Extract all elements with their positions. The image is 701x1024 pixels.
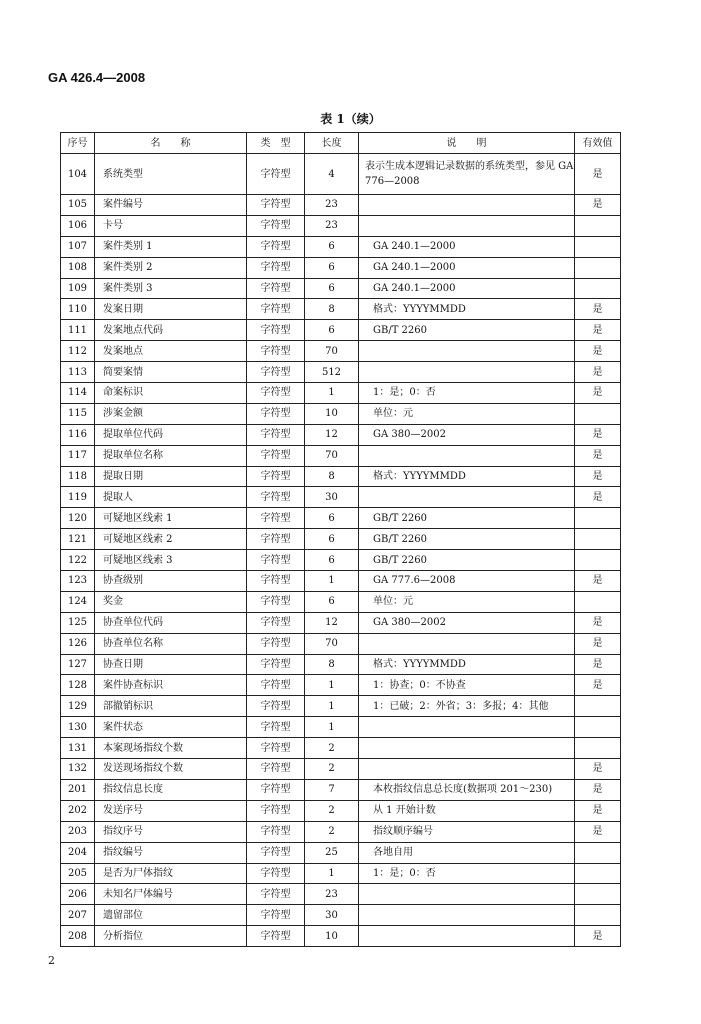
- row-valid: 是: [575, 383, 621, 404]
- row-type: 字符型: [247, 633, 305, 654]
- row-name: 发案地点代码: [95, 320, 247, 341]
- table-row: [61, 654, 621, 675]
- col-header-index: 序号: [61, 133, 95, 154]
- table-row: [61, 362, 621, 383]
- row-type: 字符型: [247, 571, 305, 592]
- row-name: 命案标识: [95, 383, 247, 404]
- row-name: 简要案情: [95, 362, 247, 383]
- row-description: 指纹顺序编号: [359, 821, 575, 842]
- row-valid: 是: [575, 779, 621, 800]
- row-length: 4: [305, 154, 359, 195]
- row-valid: 是: [575, 675, 621, 696]
- row-type: 字符型: [247, 717, 305, 738]
- row-type: 字符型: [247, 654, 305, 675]
- row-description: 单位：元: [359, 403, 575, 424]
- row-index: 121: [61, 529, 95, 550]
- row-description: [359, 738, 575, 759]
- row-type: 字符型: [247, 341, 305, 362]
- table-row: [61, 612, 621, 633]
- row-index: 118: [61, 466, 95, 487]
- table-row: [61, 320, 621, 341]
- row-description: GA 240.1—2000: [359, 257, 575, 278]
- row-length: 1: [305, 571, 359, 592]
- row-name: 发案日期: [95, 299, 247, 320]
- row-description: 1：协查；0：不协查: [359, 675, 575, 696]
- row-description: 格式：YYYYMMDD: [359, 466, 575, 487]
- row-valid: 是: [575, 320, 621, 341]
- col-header-valid: 有效值: [575, 133, 621, 154]
- row-valid: 是: [575, 654, 621, 675]
- row-length: 6: [305, 508, 359, 529]
- table-row: [61, 299, 621, 320]
- row-type: 字符型: [247, 215, 305, 236]
- row-description: [359, 905, 575, 926]
- row-length: 10: [305, 926, 359, 947]
- row-length: 70: [305, 633, 359, 654]
- row-length: 12: [305, 424, 359, 445]
- row-index: 130: [61, 717, 95, 738]
- row-type: 字符型: [247, 612, 305, 633]
- row-valid: 是: [575, 571, 621, 592]
- row-length: 6: [305, 591, 359, 612]
- table-row: [61, 591, 621, 612]
- row-index: 203: [61, 821, 95, 842]
- table-row: [61, 257, 621, 278]
- row-description: [359, 884, 575, 905]
- row-index: 125: [61, 612, 95, 633]
- table-row: [61, 550, 621, 571]
- table-row: [61, 675, 621, 696]
- row-length: 1: [305, 383, 359, 404]
- row-description: [359, 633, 575, 654]
- standard-code: GA 426.4—2008: [48, 70, 146, 85]
- row-index: 122: [61, 550, 95, 571]
- row-type: 字符型: [247, 487, 305, 508]
- page-number: 2: [48, 954, 55, 967]
- row-name: 案件类别 2: [95, 257, 247, 278]
- row-name: 案件类别 3: [95, 278, 247, 299]
- table-row: [61, 383, 621, 404]
- row-description: [359, 717, 575, 738]
- table-row: [61, 403, 621, 424]
- row-index: 117: [61, 445, 95, 466]
- row-index: 132: [61, 759, 95, 780]
- row-index: 108: [61, 257, 95, 278]
- row-length: 2: [305, 800, 359, 821]
- row-name: 卡号: [95, 215, 247, 236]
- row-valid: 是: [575, 299, 621, 320]
- row-index: 106: [61, 215, 95, 236]
- col-header-length: 长度: [305, 133, 359, 154]
- row-name: 指纹序号: [95, 821, 247, 842]
- row-length: 70: [305, 341, 359, 362]
- row-description: [359, 195, 575, 216]
- row-type: 字符型: [247, 591, 305, 612]
- row-index: 208: [61, 926, 95, 947]
- row-description: 1：是；0：否: [359, 863, 575, 884]
- row-name: 协查单位名称: [95, 633, 247, 654]
- row-description: GB/T 2260: [359, 550, 575, 571]
- row-description: GA 240.1—2000: [359, 278, 575, 299]
- row-index: 205: [61, 863, 95, 884]
- row-name: 遗留部位: [95, 905, 247, 926]
- row-name: 提取人: [95, 487, 247, 508]
- table-row: [61, 800, 621, 821]
- row-index: 201: [61, 779, 95, 800]
- row-description: GA 240.1—2000: [359, 236, 575, 257]
- row-index: 110: [61, 299, 95, 320]
- row-length: 10: [305, 403, 359, 424]
- row-valid: [575, 696, 621, 717]
- row-valid: [575, 905, 621, 926]
- row-valid: [575, 863, 621, 884]
- row-length: 23: [305, 215, 359, 236]
- row-length: 1: [305, 717, 359, 738]
- table-row: [61, 863, 621, 884]
- table-row: [61, 905, 621, 926]
- row-description: GB/T 2260: [359, 320, 575, 341]
- table-row: [61, 926, 621, 947]
- row-description: [359, 215, 575, 236]
- row-length: 7: [305, 779, 359, 800]
- row-valid: [575, 842, 621, 863]
- row-valid: 是: [575, 341, 621, 362]
- row-type: 字符型: [247, 383, 305, 404]
- row-name: 未知名尸体编号: [95, 884, 247, 905]
- row-type: 字符型: [247, 759, 305, 780]
- field-definition-table: [60, 132, 621, 947]
- row-description: 本枚指纹信息总长度(数据项 201～230): [359, 779, 575, 800]
- row-index: 123: [61, 571, 95, 592]
- row-type: 字符型: [247, 257, 305, 278]
- row-name: 部撤销标识: [95, 696, 247, 717]
- row-name: 协查日期: [95, 654, 247, 675]
- row-description: [359, 487, 575, 508]
- row-name: 案件类别 1: [95, 236, 247, 257]
- row-name: 发案地点: [95, 341, 247, 362]
- row-length: 512: [305, 362, 359, 383]
- row-type: 字符型: [247, 779, 305, 800]
- row-type: 字符型: [247, 236, 305, 257]
- row-valid: [575, 550, 621, 571]
- row-description: 格式：YYYYMMDD: [359, 654, 575, 675]
- row-valid: 是: [575, 466, 621, 487]
- row-type: 字符型: [247, 842, 305, 863]
- row-description: 各地自用: [359, 842, 575, 863]
- table-header-row: [61, 133, 621, 154]
- row-type: 字符型: [247, 320, 305, 341]
- row-valid: [575, 717, 621, 738]
- row-description: GB/T 2260: [359, 529, 575, 550]
- row-valid: 是: [575, 821, 621, 842]
- row-length: 25: [305, 842, 359, 863]
- row-name: 案件协查标识: [95, 675, 247, 696]
- row-name: 案件编号: [95, 195, 247, 216]
- row-index: 111: [61, 320, 95, 341]
- row-type: 字符型: [247, 529, 305, 550]
- row-name: 发送现场指纹个数: [95, 759, 247, 780]
- table-row: [61, 154, 621, 195]
- row-valid: [575, 591, 621, 612]
- row-name: 系统类型: [95, 154, 247, 195]
- row-name: 指纹编号: [95, 842, 247, 863]
- row-name: 可疑地区线索 3: [95, 550, 247, 571]
- row-name: 涉案金额: [95, 403, 247, 424]
- row-type: 字符型: [247, 299, 305, 320]
- table-row: [61, 278, 621, 299]
- table-row: [61, 842, 621, 863]
- row-name: 协查单位代码: [95, 612, 247, 633]
- row-valid: 是: [575, 633, 621, 654]
- row-valid: 是: [575, 612, 621, 633]
- table-row: [61, 487, 621, 508]
- table-row: [61, 466, 621, 487]
- row-description: 1：是；0：否: [359, 383, 575, 404]
- row-index: 112: [61, 341, 95, 362]
- row-index: 127: [61, 654, 95, 675]
- table-row: [61, 696, 621, 717]
- row-index: 109: [61, 278, 95, 299]
- row-name: 可疑地区线索 2: [95, 529, 247, 550]
- row-length: 23: [305, 884, 359, 905]
- row-description: GA 380—2002: [359, 424, 575, 445]
- row-type: 字符型: [247, 362, 305, 383]
- row-index: 128: [61, 675, 95, 696]
- row-length: 6: [305, 550, 359, 571]
- row-length: 6: [305, 257, 359, 278]
- row-description: 从 1 开始计数: [359, 800, 575, 821]
- row-description: GA 777.6—2008: [359, 571, 575, 592]
- row-valid: 是: [575, 424, 621, 445]
- row-description: 1：已破；2：外省；3：多报；4：其他: [359, 696, 575, 717]
- row-valid: [575, 884, 621, 905]
- col-header-description: 说 明: [359, 133, 575, 154]
- row-length: 6: [305, 236, 359, 257]
- row-name: 指纹信息长度: [95, 779, 247, 800]
- row-index: 119: [61, 487, 95, 508]
- row-length: 8: [305, 466, 359, 487]
- row-length: 6: [305, 529, 359, 550]
- row-length: 70: [305, 445, 359, 466]
- row-index: 107: [61, 236, 95, 257]
- row-index: 207: [61, 905, 95, 926]
- row-valid: 是: [575, 445, 621, 466]
- row-name: 协查级别: [95, 571, 247, 592]
- table-row: [61, 633, 621, 654]
- row-type: 字符型: [247, 403, 305, 424]
- row-name: 发送序号: [95, 800, 247, 821]
- row-description: 单位：元: [359, 591, 575, 612]
- row-name: 本案现场指纹个数: [95, 738, 247, 759]
- row-name: 提取单位代码: [95, 424, 247, 445]
- row-valid: [575, 738, 621, 759]
- row-valid: [575, 508, 621, 529]
- row-description: 格式：YYYYMMDD: [359, 299, 575, 320]
- row-valid: [575, 278, 621, 299]
- row-type: 字符型: [247, 424, 305, 445]
- row-length: 30: [305, 487, 359, 508]
- row-index: 113: [61, 362, 95, 383]
- row-name: 是否为尸体指纹: [95, 863, 247, 884]
- row-description: [359, 926, 575, 947]
- row-index: 105: [61, 195, 95, 216]
- table-row: [61, 445, 621, 466]
- row-length: 2: [305, 759, 359, 780]
- row-length: 6: [305, 320, 359, 341]
- row-length: 23: [305, 195, 359, 216]
- row-length: 2: [305, 738, 359, 759]
- table-row: [61, 195, 621, 216]
- row-length: 30: [305, 905, 359, 926]
- row-description: [359, 341, 575, 362]
- row-type: 字符型: [247, 195, 305, 216]
- row-index: 202: [61, 800, 95, 821]
- table-row: [61, 759, 621, 780]
- row-valid: [575, 236, 621, 257]
- row-type: 字符型: [247, 550, 305, 571]
- row-valid: 是: [575, 800, 621, 821]
- table-row: [61, 508, 621, 529]
- table-row: [61, 717, 621, 738]
- row-length: 6: [305, 278, 359, 299]
- row-type: 字符型: [247, 445, 305, 466]
- row-description: GA 380—2002: [359, 612, 575, 633]
- row-name: 分析指位: [95, 926, 247, 947]
- table-row: [61, 424, 621, 445]
- table-row: [61, 215, 621, 236]
- table-row: [61, 529, 621, 550]
- row-description: [359, 445, 575, 466]
- row-valid: [575, 215, 621, 236]
- table-caption: 表 1（续）: [320, 112, 381, 126]
- row-index: 206: [61, 884, 95, 905]
- table-row: [61, 571, 621, 592]
- row-type: 字符型: [247, 675, 305, 696]
- row-length: 12: [305, 612, 359, 633]
- row-valid: [575, 257, 621, 278]
- row-length: 1: [305, 696, 359, 717]
- table-row: [61, 884, 621, 905]
- row-valid: 是: [575, 487, 621, 508]
- row-valid: 是: [575, 759, 621, 780]
- row-type: 字符型: [247, 466, 305, 487]
- row-index: 116: [61, 424, 95, 445]
- row-index: 124: [61, 591, 95, 612]
- row-index: 114: [61, 383, 95, 404]
- row-valid: 是: [575, 195, 621, 216]
- row-index: 131: [61, 738, 95, 759]
- table-row: [61, 821, 621, 842]
- row-name: 可疑地区线索 1: [95, 508, 247, 529]
- row-valid: [575, 403, 621, 424]
- row-type: 字符型: [247, 905, 305, 926]
- row-type: 字符型: [247, 884, 305, 905]
- row-length: 2: [305, 821, 359, 842]
- col-header-name: 名 称: [95, 133, 247, 154]
- row-type: 字符型: [247, 926, 305, 947]
- row-description: GB/T 2260: [359, 508, 575, 529]
- row-name: 提取日期: [95, 466, 247, 487]
- table-row: [61, 341, 621, 362]
- row-index: 115: [61, 403, 95, 424]
- row-index: 204: [61, 842, 95, 863]
- row-name: 奖金: [95, 591, 247, 612]
- row-index: 104: [61, 154, 95, 195]
- row-type: 字符型: [247, 821, 305, 842]
- table-row: [61, 236, 621, 257]
- row-type: 字符型: [247, 738, 305, 759]
- row-length: 1: [305, 675, 359, 696]
- row-length: 8: [305, 299, 359, 320]
- row-type: 字符型: [247, 800, 305, 821]
- row-type: 字符型: [247, 154, 305, 195]
- row-index: 129: [61, 696, 95, 717]
- row-name: 案件状态: [95, 717, 247, 738]
- row-valid: 是: [575, 154, 621, 195]
- row-description: [359, 759, 575, 780]
- row-type: 字符型: [247, 278, 305, 299]
- row-length: 8: [305, 654, 359, 675]
- table-row: [61, 738, 621, 759]
- row-valid: 是: [575, 362, 621, 383]
- row-type: 字符型: [247, 508, 305, 529]
- row-index: 120: [61, 508, 95, 529]
- row-type: 字符型: [247, 863, 305, 884]
- row-index: 126: [61, 633, 95, 654]
- row-valid: 是: [575, 926, 621, 947]
- row-type: 字符型: [247, 696, 305, 717]
- row-description: [359, 362, 575, 383]
- row-description: 表示生成本逻辑记录数据的系统类型，参见 GA 776—2008: [359, 154, 575, 195]
- row-length: 1: [305, 863, 359, 884]
- row-name: 提取单位名称: [95, 445, 247, 466]
- row-valid: [575, 529, 621, 550]
- col-header-type: 类 型: [247, 133, 305, 154]
- table-row: [61, 779, 621, 800]
